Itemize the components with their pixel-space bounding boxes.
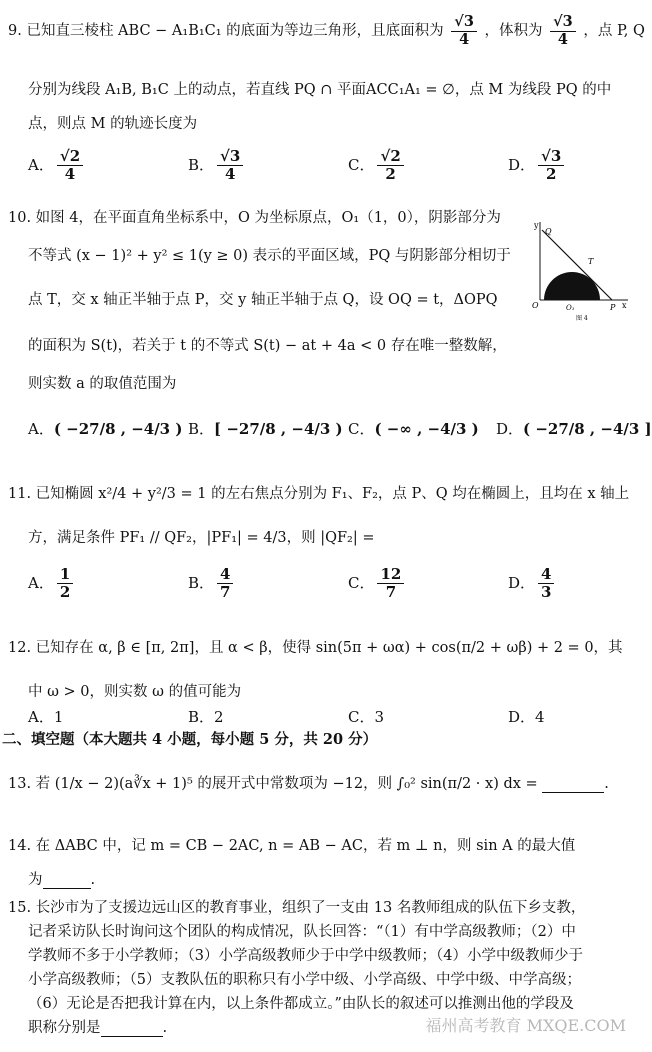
q10-option-d: D．( −27/8 , −4/3 ] bbox=[496, 420, 652, 438]
q14-answer-blank bbox=[43, 874, 91, 889]
section-2-heading: 二、填空题（本大题共 4 小题，每小题 5 分，共 20 分） bbox=[2, 731, 378, 748]
q9-line3: 点，则点 M 的轨迹长度为 bbox=[28, 116, 198, 132]
q10-option-b: B．[ −27/8 , −4/3 ) bbox=[188, 420, 343, 438]
q15-line2: 记者采访队长时询问这个团队的构成情况，队长回答：“（1）有中学高级教师；（2）中 bbox=[28, 924, 576, 940]
q10-line2: 不等式 (x − 1)² + y² ≤ 1(y ≥ 0) 表示的平面区域，PQ 与阴影部分相切于 bbox=[28, 248, 511, 264]
q10-option-c: C．( −∞ , −4/3 ) bbox=[348, 420, 479, 438]
figure-caption: 图 4 bbox=[576, 315, 588, 322]
q9-option-a: A． $\frac{√2}{4}$ bbox=[28, 148, 86, 184]
q15-line5: （6）无论是否把我计算在内，以上条件都成立。”由队长的叙述可以推测出他的学段及 bbox=[28, 996, 574, 1012]
q15-line4: 小学高级教师；（5）支教队伍的职称只有小学中级、小学高级、中学中级、中学高级； bbox=[28, 972, 581, 988]
figure-x-axis-label: x bbox=[622, 301, 627, 310]
q9-option-b: B． $\frac{√3}{4}$ bbox=[188, 148, 246, 184]
q12-line2: 中 ω > 0，则实数 ω 的值可能为 bbox=[28, 684, 242, 700]
q15-line6: 职称分别是 . bbox=[28, 1020, 168, 1036]
q9-area-fraction: $\frac{√3}{4}$ bbox=[451, 14, 477, 48]
q11-option-d: D． $\frac{4}{3}$ bbox=[508, 566, 557, 602]
q9-line2: 分别为线段 A₁B, B₁C 上的动点，若直线 PQ ∩ 平面ACC₁A₁ = ∅，点 M 为线段 PQ 的中 bbox=[28, 82, 612, 98]
q9-volume-fraction: $\frac{√3}{4}$ bbox=[550, 14, 576, 48]
q9-line1: 9. 已知直三棱柱 ABC − A₁B₁C₁ 的底面为等边三角形，且底面积为 $\frac{√3}{4}$ ，体积为 $\frac{√3}{4}$ ，点 P, Q bbox=[8, 13, 645, 48]
q12-option-a: A．1 bbox=[28, 708, 64, 726]
q12-option-d: D．4 bbox=[508, 708, 545, 726]
q13-answer-blank bbox=[542, 778, 604, 793]
figure-o-label: O bbox=[532, 301, 539, 310]
q9-option-d: D． $\frac{√3}{2}$ bbox=[508, 148, 567, 184]
watermark-logo: 福州高考教育 MXQE.COM bbox=[425, 1016, 626, 1035]
q11-line1: 11. 已知椭圆 x²/4 + y²/3 = 1 的左右焦点分别为 F₁、F₂，点 P、Q 均在椭圆上，且均在 x 轴上 bbox=[8, 486, 630, 502]
q10-line5: 则实数 a 的取值范围为 bbox=[28, 376, 177, 392]
q12-line1: 12. 已知存在 α, β ∈ [π, 2π]，且 α < β，使得 sin(5π + ωα) + cos(π/2 + ωβ) + 2 = 0，其 bbox=[8, 640, 623, 656]
q15-answer-blank bbox=[101, 1022, 163, 1037]
figure-4-diagram bbox=[532, 218, 630, 322]
q10-option-a: A．( −27/8 , −4/3 ) bbox=[28, 420, 183, 438]
q10-line3: 点 T，交 x 轴正半轴于点 P，交 y 轴正半轴于点 Q，设 OQ = t，ΔOPQ bbox=[28, 292, 498, 308]
q11-option-c: C． $\frac{12}{7}$ bbox=[348, 566, 407, 602]
q11-option-a: A． $\frac{1}{2}$ bbox=[28, 566, 76, 602]
q15-line3: 学教师不多于小学教师；（3）小学高级教师少于中学中级教师；（4）小学中级教师少于 bbox=[28, 948, 583, 964]
figure-q-label: Q bbox=[545, 227, 552, 236]
q14-line1: 14. 在 ΔABC 中，记 m = CB − 2AC, n = AB − AC，若 m ⊥ n，则 sin A 的最大值 bbox=[8, 838, 576, 854]
figure-t-label: T bbox=[588, 257, 594, 266]
q15-line1: 15. 长沙市为了支援边远山区的教育事业，组织了一支由 13 名教师组成的队伍下乡支教， bbox=[8, 900, 586, 916]
q11-line2: 方，满足条件 PF₁ // QF₂，|PF₁| = 4/3，则 |QF₂| = bbox=[28, 530, 375, 546]
figure-p-label: P bbox=[610, 303, 616, 312]
q12-option-b: B．2 bbox=[188, 708, 224, 726]
q11-option-b: B． $\frac{4}{7}$ bbox=[188, 566, 236, 602]
q9-option-c: C． $\frac{√2}{2}$ bbox=[348, 148, 407, 184]
q12-option-c: C．3 bbox=[348, 708, 385, 726]
q14-line2: 为 . bbox=[28, 872, 96, 888]
q10-line1: 10. 如图 4，在平面直角坐标系中，O 为坐标原点，O₁（1，0），阴影部分为 bbox=[8, 210, 501, 226]
figure-o1-label: O₁ bbox=[566, 304, 575, 312]
figure-y-axis-label: y bbox=[534, 221, 539, 230]
q13-line1: 13. 若 (1/x − 2)(a∛x + 1)⁵ 的展开式中常数项为 −12，则 ∫₀² sin(π/2 · x) dx = . bbox=[8, 776, 609, 792]
q10-line4: 的面积为 S(t)，若关于 t 的不等式 S(t) − at + 4a < 0 存在唯一整数解， bbox=[28, 338, 507, 354]
